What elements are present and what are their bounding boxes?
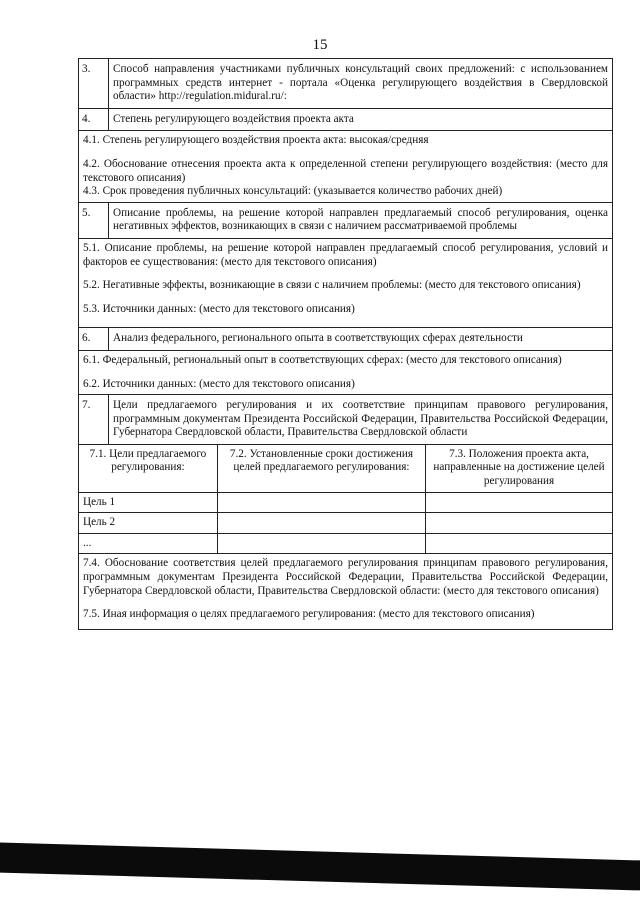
goal-more-label: ...	[79, 533, 218, 554]
scan-edge-shadow	[0, 842, 640, 892]
section-3-row	[78, 58, 613, 109]
goal-1-provisions	[426, 492, 613, 513]
section-5-row	[78, 202, 613, 239]
section-4-number: 4.	[79, 109, 109, 131]
goals-header-2: 7.2. Установленные сроки достижения целей предлагаемого регулирования:	[217, 444, 425, 492]
section-4-3: 4.3. Срок проведения публичных консультаций: (указывается количество рабочих дней)	[83, 185, 503, 198]
section-4-title: Степень регулирующего воздействия проекта акта	[113, 112, 354, 125]
goal-more-provisions	[426, 533, 613, 554]
section-7-4: 7.4. Обоснование соответствия целей предлагаемого регулирования принципам правового регулирования, программным документам Президента Российской Федерации, Правительства Российской Федерации, Губернатора Свердловской области, Правительства Свердловской области: (место для текстового описания)	[83, 557, 608, 597]
goal-more-deadline	[217, 533, 425, 554]
goals-table	[78, 444, 613, 555]
section-4-body	[78, 130, 613, 202]
section-6-title: Анализ федерального, регионального опыта в соответствующих сферах деятельности	[113, 332, 523, 345]
section-6-2: 6.2. Источники данных: (место для текстового описания)	[83, 377, 355, 390]
section-7-number: 7.	[79, 395, 109, 444]
section-6-row	[78, 327, 613, 351]
table-row	[79, 533, 613, 554]
section-6-number: 6.	[79, 328, 109, 350]
section-7-row	[78, 394, 613, 445]
form-sheet	[78, 58, 613, 629]
section-7-5: 7.5. Иная информация о целях предлагаемого регулирования: (место для текстового описания)	[83, 608, 535, 621]
section-7-title: Цели предлагаемого регулирования и их соответствие принципам правового регулирования, программным документам Президента Российской Федерации, Правительства Российской Федерации, Губернатора Свердловской области, Правительства Свердловской области	[113, 399, 608, 439]
table-row	[79, 492, 613, 513]
goal-1-label: Цель 1	[79, 492, 218, 513]
section-5-title: Описание проблемы, на решение которой направлен предлагаемый способ регулирования, оценка негативных эффектов, возникающих в связи с наличием рассматриваемой проблемы	[113, 206, 608, 233]
goals-header-1: 7.1. Цели предлагаемого регулирования:	[79, 444, 218, 492]
section-5-1: 5.1. Описание проблемы, на решение которой направлен предлагаемый способ регулирования, условий и факторов ее существования: (место для текстового описания)	[83, 241, 608, 268]
section-4-1: 4.1. Степень регулирующего воздействия проекта акта: высокая/средняя	[83, 134, 429, 147]
section-5-3: 5.3. Источники данных: (место для текстового описания)	[83, 302, 355, 315]
section-5-number: 5.	[79, 203, 109, 238]
table-row	[79, 513, 613, 534]
section-3-number: 3.	[79, 59, 109, 108]
section-5-body	[78, 238, 613, 328]
section-6-body	[78, 350, 613, 395]
section-7-body	[78, 553, 613, 629]
section-4-row	[78, 108, 613, 132]
goals-header-3: 7.3. Положения проекта акта, направленные на достижение целей регулирования	[426, 444, 613, 492]
section-3-text: Способ направления участниками публичных консультаций своих предложений: с использованием программных средств интернет - портала «Оценка регулирующего воздействия в Свердловской области» http://regulation.midural.ru/:	[113, 63, 608, 103]
goal-2-deadline	[217, 513, 425, 534]
goals-table-header	[79, 444, 613, 492]
section-5-2: 5.2. Негативные эффекты, возникающие в связи с наличием проблемы: (место для текстового описания)	[83, 279, 581, 292]
goal-2-label: Цель 2	[79, 513, 218, 534]
goal-2-provisions	[426, 513, 613, 534]
section-6-1: 6.1. Федеральный, региональный опыт в соответствующих сферах: (место для текстового описания)	[83, 353, 562, 366]
goal-1-deadline	[217, 492, 425, 513]
section-4-2: 4.2. Обоснование отнесения проекта акта к определенной степени регулирующего воздействия: (место для текстового описания)	[83, 157, 608, 184]
page-number: 15	[312, 37, 328, 53]
